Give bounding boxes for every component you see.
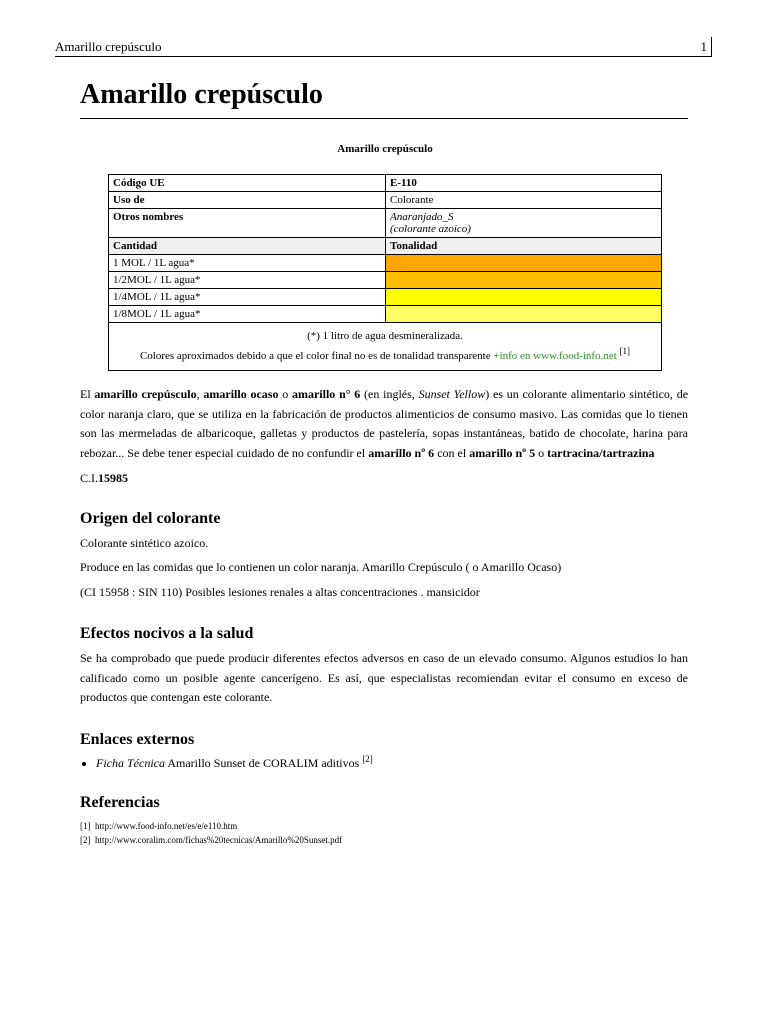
intro-bold: tartracina/tartrazina bbox=[547, 445, 655, 460]
reference-url[interactable]: http://www.food-info.net/es/e/e110.htm bbox=[95, 820, 238, 831]
color-swatch bbox=[386, 306, 662, 323]
section-origen bbox=[80, 509, 688, 603]
section-heading: Origen del colorante bbox=[80, 509, 221, 527]
quantity-row bbox=[109, 306, 662, 323]
section-efectos bbox=[80, 624, 688, 708]
intro-text: , bbox=[196, 387, 204, 401]
reference-item bbox=[80, 819, 688, 833]
infobox bbox=[108, 143, 662, 371]
reference-marker[interactable]: [2] bbox=[362, 753, 373, 764]
quantity-row bbox=[109, 272, 662, 289]
ci-number-line bbox=[80, 469, 688, 489]
infobox-row bbox=[109, 192, 662, 209]
color-swatch bbox=[386, 289, 662, 306]
running-title: Amarillo crepúsculo bbox=[55, 39, 162, 54]
quantity-label: 1/8MOL / 1L agua* bbox=[109, 306, 386, 323]
infobox-row bbox=[109, 209, 662, 238]
intro-text: o bbox=[535, 445, 548, 460]
infobox-row bbox=[109, 175, 662, 192]
reference-url[interactable]: http://www.coralim.com/fichas%20tecnicas/Amarillo%20Sunset.pdf bbox=[95, 834, 343, 845]
infobox-value: Colorante bbox=[386, 192, 662, 209]
other-name-note: (colorante azoico) bbox=[390, 223, 471, 235]
external-links-list bbox=[80, 754, 688, 771]
note-line-1: (*) 1 litro de agua desmineralizada. bbox=[307, 330, 463, 342]
quantity-header-row bbox=[109, 238, 662, 255]
section-paragraph: Colorante sintético azoico. bbox=[80, 535, 209, 550]
intro-text: o bbox=[278, 387, 292, 401]
intro-paragraph bbox=[80, 385, 688, 463]
reference-marker[interactable]: [1] bbox=[619, 346, 631, 356]
intro-bold: amarillo nº 5 bbox=[469, 445, 536, 460]
ci-prefix: C.I. bbox=[80, 471, 98, 485]
link-text: Amarillo Sunset de CORALIM aditivos bbox=[164, 755, 363, 770]
section-paragraph: Produce en las comidas que lo contienen un color naranja. Amarillo Crepúsculo ( o Amarillo Ocaso) bbox=[80, 560, 562, 574]
reference-item bbox=[80, 833, 688, 847]
infobox-table bbox=[108, 174, 662, 371]
other-name: Anaranjado_S bbox=[390, 211, 454, 223]
section-heading: Enlaces externos bbox=[80, 730, 195, 748]
page-number: 1 bbox=[700, 39, 707, 54]
reference-number: [2] bbox=[80, 834, 91, 845]
section-paragraph: Se ha comprobado que puede producir diferentes efectos adversos en caso de un elevado consumo. Algunos estudios lo han calificado como un posible agente cancerígeno. Es así, que especialistas recomiendan evitar el consumo en exceso de productos que contengan este colorante. bbox=[80, 651, 688, 704]
intro-italic: Sunset Yellow bbox=[418, 387, 486, 401]
quantity-row bbox=[109, 289, 662, 306]
intro-bold: amarillo nº 6 bbox=[368, 445, 435, 460]
infobox-value: E-110 bbox=[386, 175, 662, 192]
infobox-key: Uso de bbox=[109, 192, 386, 209]
intro-bold: amarillo n° 6 bbox=[291, 387, 361, 401]
page-header bbox=[55, 37, 712, 57]
note-line-2: Colores aproximados debido a que el color final no es de tonalidad transparente bbox=[139, 350, 491, 362]
article-content bbox=[80, 78, 688, 847]
tonality-header: Tonalidad bbox=[386, 238, 662, 255]
section-enlaces bbox=[80, 730, 688, 771]
infobox-title: Amarillo crepúsculo bbox=[337, 143, 433, 155]
infobox-value bbox=[386, 209, 662, 238]
food-info-link[interactable]: +info en www.food-info.net bbox=[493, 350, 617, 362]
quantity-label: 1/2MOL / 1L agua* bbox=[109, 272, 386, 289]
section-paragraph: (CI 15958 : SIN 110) Posibles lesiones renales a altas concentraciones . mansicidor bbox=[80, 584, 480, 599]
ci-number: 15985 bbox=[98, 471, 128, 485]
note-row bbox=[109, 323, 662, 371]
intro-bold: amarillo ocaso bbox=[203, 387, 279, 401]
link-italic: Ficha Técnica bbox=[96, 755, 165, 770]
quantity-header: Cantidad bbox=[109, 238, 386, 255]
quantity-label: 1/4MOL / 1L agua* bbox=[109, 289, 386, 306]
external-link-item[interactable] bbox=[96, 754, 688, 771]
intro-text: ) es un colorante alimentario sintético, de color naranja claro, que se utiliza en la fabricación de productos alimenticios de consumo masivo. Las comidas que lo tienen son las mermeladas de albaricoque, galletas y productos de pastelería, sopas instantáneas, batido de chocolate, harina para rebozar... Se debe tener especial cuidado de no confundir el bbox=[80, 387, 689, 460]
article-title: Amarillo crepúsculo bbox=[80, 78, 688, 119]
color-swatch bbox=[386, 272, 662, 289]
quantity-row bbox=[109, 255, 662, 272]
section-heading: Referencias bbox=[80, 793, 160, 811]
intro-text: (en inglés, bbox=[360, 387, 419, 401]
infobox-key: Código UE bbox=[109, 175, 386, 192]
section-referencias bbox=[80, 793, 688, 847]
infobox-key: Otros nombres bbox=[109, 209, 386, 238]
intro-bold: amarillo crepúsculo bbox=[94, 387, 197, 401]
infobox-note bbox=[109, 323, 662, 371]
section-heading: Efectos nocivos a la salud bbox=[80, 625, 254, 642]
intro-text: El bbox=[80, 387, 95, 401]
quantity-label: 1 MOL / 1L agua* bbox=[109, 255, 386, 272]
color-swatch bbox=[386, 255, 662, 272]
intro-text: con el bbox=[434, 445, 470, 460]
reference-number: [1] bbox=[80, 820, 91, 831]
references-list bbox=[80, 819, 688, 847]
